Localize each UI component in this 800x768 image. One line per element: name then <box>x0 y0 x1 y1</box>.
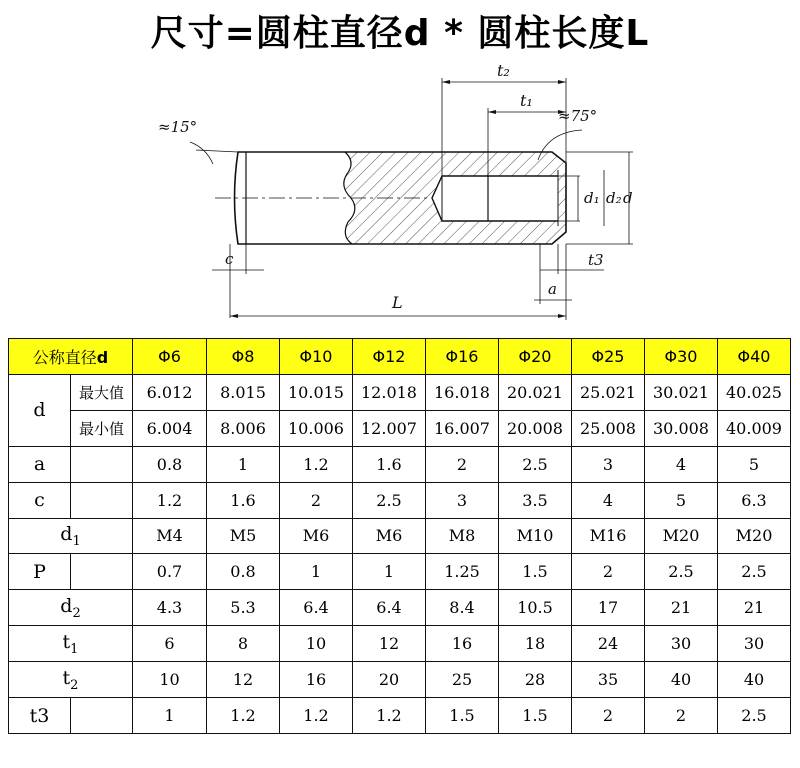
table-cell: 6.4 <box>353 590 426 626</box>
table-cell: 2 <box>280 482 353 518</box>
table-cell: 2.5 <box>718 698 791 734</box>
header-col: Φ10 <box>280 339 353 375</box>
header-col: Φ40 <box>718 339 791 375</box>
param-symbol: P <box>33 560 46 583</box>
table-cell: 6.004 <box>133 410 207 446</box>
pin-technical-drawing <box>0 64 800 330</box>
table-cell: 1.2 <box>280 446 353 482</box>
table-cell: 10.006 <box>280 410 353 446</box>
param-label <box>9 662 133 698</box>
empty-cell <box>71 446 133 482</box>
table-cell: 1 <box>133 698 207 734</box>
empty-cell <box>71 554 133 590</box>
table-row <box>9 698 791 734</box>
header-col: Φ12 <box>353 339 426 375</box>
table-cell: 12 <box>207 662 280 698</box>
empty-cell <box>71 698 133 734</box>
table-cell: 21 <box>645 590 718 626</box>
param-symbol: a <box>33 453 46 476</box>
table-cell: M4 <box>133 518 207 554</box>
t1-label: t₁ <box>520 91 533 110</box>
table-cell: 18 <box>499 626 572 662</box>
table-cell: 2 <box>572 698 645 734</box>
table-cell: 10 <box>280 626 353 662</box>
table-cell: 2 <box>572 554 645 590</box>
table-cell: 25.008 <box>572 410 645 446</box>
table-cell: M5 <box>207 518 280 554</box>
table-row <box>9 518 791 554</box>
d-label: d <box>623 189 633 207</box>
table-row <box>9 446 791 482</box>
table-cell: 25 <box>426 662 499 698</box>
param-symbol: d <box>60 522 73 545</box>
header-row <box>9 339 791 375</box>
table-cell: 10.5 <box>499 590 572 626</box>
table-cell: 16.018 <box>426 374 499 410</box>
header-col: Φ20 <box>499 339 572 375</box>
table-cell: 6.012 <box>133 374 207 410</box>
table-row <box>9 482 791 518</box>
table-cell: 1.2 <box>133 482 207 518</box>
table-cell: 8.4 <box>426 590 499 626</box>
table-cell: 5 <box>718 446 791 482</box>
header-col: Φ16 <box>426 339 499 375</box>
header-col: Φ25 <box>572 339 645 375</box>
table-cell: M6 <box>280 518 353 554</box>
param-symbol: t3 <box>29 704 50 727</box>
param-subscript: 1 <box>70 641 79 657</box>
param-label <box>9 626 133 662</box>
angle-right-label: ≈75° <box>558 107 598 125</box>
table-cell: 1.6 <box>207 482 280 518</box>
table-cell: 2.5 <box>645 554 718 590</box>
table-cell: 20.008 <box>499 410 572 446</box>
table-cell: 24 <box>572 626 645 662</box>
table-cell: 0.8 <box>207 554 280 590</box>
table-cell: M8 <box>426 518 499 554</box>
table-cell: 1.5 <box>426 698 499 734</box>
header-label-d: d <box>96 347 109 367</box>
table-cell: 8.006 <box>207 410 280 446</box>
table-cell: 2.5 <box>353 482 426 518</box>
param-symbol: t <box>62 666 71 689</box>
table-cell: 4 <box>572 482 645 518</box>
table-cell: 25.021 <box>572 374 645 410</box>
param-subscript: 2 <box>70 677 79 693</box>
d1-label: d₁ <box>584 189 600 207</box>
param-subscript: 1 <box>72 533 81 549</box>
table-cell: 12 <box>353 626 426 662</box>
d-max-row <box>9 374 791 410</box>
table-cell: 30 <box>718 626 791 662</box>
param-label <box>9 446 71 482</box>
table-cell: 1.5 <box>499 554 572 590</box>
table-cell: 40.025 <box>718 374 791 410</box>
table-cell: 16 <box>280 662 353 698</box>
table-cell: 3 <box>572 446 645 482</box>
table-cell: 1.6 <box>353 446 426 482</box>
table-cell: 17 <box>572 590 645 626</box>
table-cell: 20 <box>353 662 426 698</box>
d-min-label: 最小值 <box>71 410 133 446</box>
table-cell: 1.5 <box>499 698 572 734</box>
table-cell: 20.021 <box>499 374 572 410</box>
table-cell: 10 <box>133 662 207 698</box>
table-cell: 35 <box>572 662 645 698</box>
d-min-row <box>9 410 791 446</box>
t2-label: t₂ <box>497 64 510 80</box>
angle-left-label: ≈15° <box>158 118 198 136</box>
table-cell: 0.8 <box>133 446 207 482</box>
table-cell: 8.015 <box>207 374 280 410</box>
d2-label: d₂ <box>606 189 622 207</box>
table-cell: 2.5 <box>499 446 572 482</box>
L-label: L <box>392 293 403 312</box>
param-label <box>9 590 133 626</box>
table-cell: 1.25 <box>426 554 499 590</box>
table-cell: 1.2 <box>353 698 426 734</box>
table-cell: 16.007 <box>426 410 499 446</box>
table-cell: 30.021 <box>645 374 718 410</box>
param-symbol: t <box>62 630 71 653</box>
table-cell: 0.7 <box>133 554 207 590</box>
param-rows <box>9 446 791 733</box>
spec-table <box>8 338 791 734</box>
table-cell: 30.008 <box>645 410 718 446</box>
table-cell: 6 <box>133 626 207 662</box>
table-cell: 4 <box>645 446 718 482</box>
table-cell: 40.009 <box>718 410 791 446</box>
table-cell: 3.5 <box>499 482 572 518</box>
table-cell: 4.3 <box>133 590 207 626</box>
table-cell: 5.3 <box>207 590 280 626</box>
table-cell: 40 <box>645 662 718 698</box>
header-col: Φ8 <box>207 339 280 375</box>
table-cell: 5 <box>645 482 718 518</box>
table-cell: M16 <box>572 518 645 554</box>
table-cell: 10.015 <box>280 374 353 410</box>
t3-label: t3 <box>588 251 604 269</box>
table-row <box>9 662 791 698</box>
page-title: 尺寸=圆柱直径d * 圆柱长度L <box>150 13 650 54</box>
table-row <box>9 554 791 590</box>
param-label <box>9 482 71 518</box>
d-row-label: d <box>9 374 71 446</box>
a-label: a <box>548 280 557 298</box>
table-cell: M6 <box>353 518 426 554</box>
table-cell: 6.4 <box>280 590 353 626</box>
header-label: 公称直径 <box>32 347 97 367</box>
table-cell: 1.2 <box>207 698 280 734</box>
table-row <box>9 590 791 626</box>
table-cell: 6.3 <box>718 482 791 518</box>
param-subscript: 2 <box>72 605 81 621</box>
param-symbol: d <box>60 594 73 617</box>
table-cell: 21 <box>718 590 791 626</box>
table-cell: 1 <box>207 446 280 482</box>
table-cell: M10 <box>499 518 572 554</box>
table-row <box>9 626 791 662</box>
table-cell: 28 <box>499 662 572 698</box>
c-label: c <box>225 250 234 268</box>
table-cell: 16 <box>426 626 499 662</box>
table-cell: 30 <box>645 626 718 662</box>
table-cell: M20 <box>718 518 791 554</box>
table-cell: 3 <box>426 482 499 518</box>
table-cell: 12.007 <box>353 410 426 446</box>
table-cell: 2 <box>426 446 499 482</box>
empty-cell <box>71 482 133 518</box>
header-col: Φ6 <box>133 339 207 375</box>
param-symbol: c <box>34 489 45 512</box>
header-col: Φ30 <box>645 339 718 375</box>
header-label-cell <box>9 339 133 375</box>
table-cell: 2 <box>645 698 718 734</box>
d-max-label: 最大值 <box>71 374 133 410</box>
param-label <box>9 554 71 590</box>
table-cell: 40 <box>718 662 791 698</box>
param-label <box>9 698 71 734</box>
table-cell: 2.5 <box>718 554 791 590</box>
table-cell: 8 <box>207 626 280 662</box>
table-cell: 1.2 <box>280 698 353 734</box>
table-cell: 12.018 <box>353 374 426 410</box>
table-cell: 1 <box>353 554 426 590</box>
table-cell: M20 <box>645 518 718 554</box>
table-cell: 1 <box>280 554 353 590</box>
param-label <box>9 518 133 554</box>
